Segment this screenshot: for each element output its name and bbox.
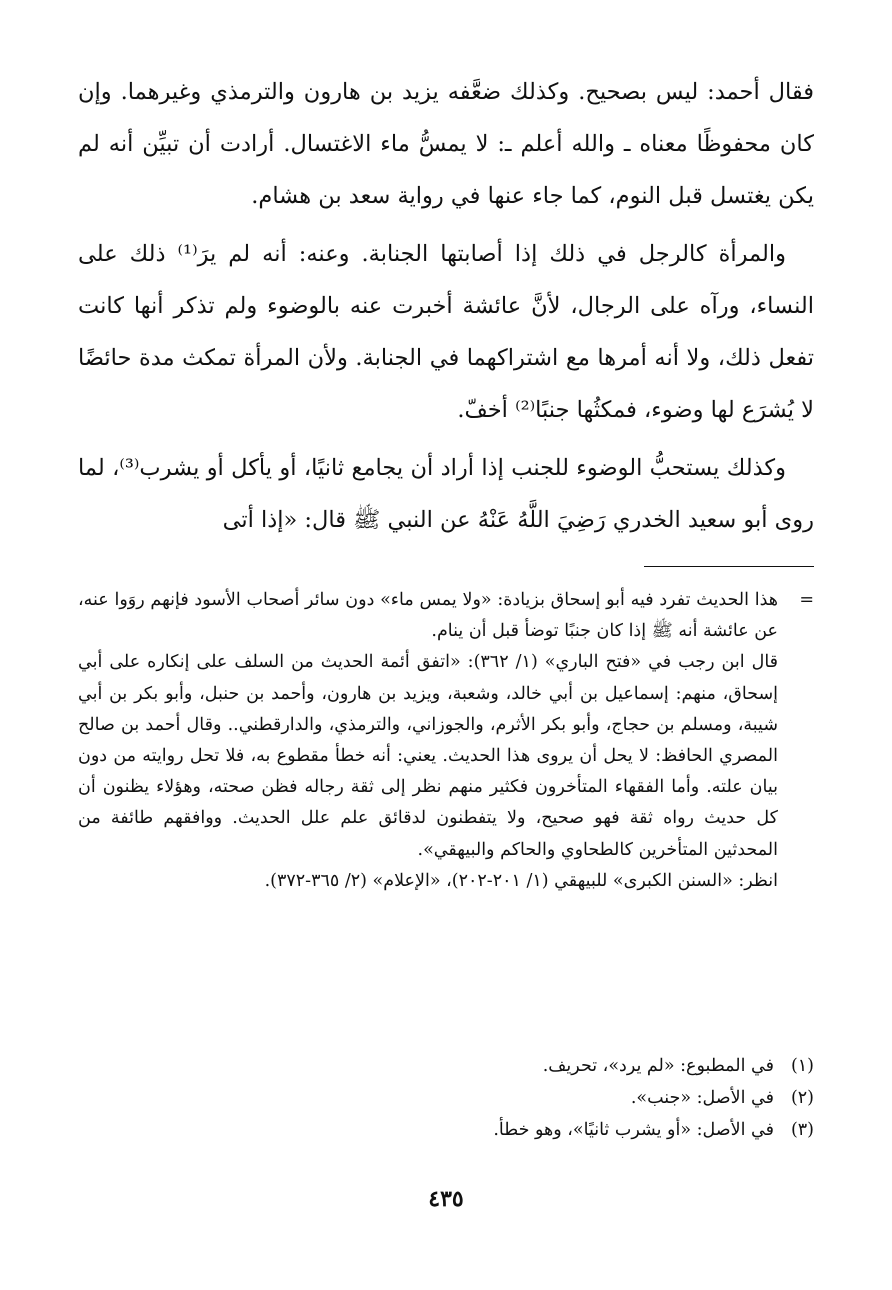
footnote-text: في المطبوع: «لم يرد»، تحريف. [542, 1056, 774, 1076]
footnotes-list [78, 1050, 814, 1146]
continuation-mark: = [799, 590, 814, 610]
footnote-paragraph: انظر: «السنن الكبرى» للبيهقي (١/ ٢٠١-٢٠٢)، «الإعلام» (٢/ ٣٦٥-٣٧٢). [264, 870, 778, 891]
continued-footnote [78, 585, 814, 897]
footnote-item [78, 1082, 814, 1114]
footnote-separator [644, 566, 814, 567]
body-paragraph: فقال أحمد: ليس بصحيح. وكذلك ضعَّفه يزيد بن هارون والترمذي وغيرهما. وإن كان محفوظًا معناه ـ والله أعلم ـ: لا يمسُّ ماء الاغتسال. أرادت أن تبيِّن أنه لم يكن يغتسل قبل النوم، كما جاء عنها في رواية سعد بن هشام. [78, 79, 814, 209]
footnote-number: (٢) [790, 1088, 814, 1108]
footnote-item [78, 1114, 814, 1146]
footnote-paragraph: هذا الحديث تفرد فيه أبو إسحاق بزيادة: «ولا يمس ماء» دون سائر أصحاب الأسود فإنهم روَوا عنه، عن عائشة أنه ﷺ إذا كان جنبًا توضأ قبل أن ينام. [78, 590, 778, 642]
body-paragraph: والمرأة كالرجل في ذلك إذا أصابتها الجنابة. وعنه: أنه لم يرَ⁽¹⁾ ذلك على النساء، ورآه على الرجال، لأنَّ عائشة أخبرت عنه بالوضوء ولم تذكر أنها كانت تفعل ذلك، ولا أنه أمرها مع اشتراكهما في الجنابة. ولأن المرأة تمكث مدة حائضًا لا يُشرَع لها وضوء، فمكثُها جنبًا⁽²⁾ أخفّ. [78, 241, 814, 423]
body-paragraph: وكذلك يستحبُّ الوضوء للجنب إذا أراد أن يجامع ثانيًا، أو يأكل أو يشرب⁽³⁾، لما روى أبو سعيد الخدري رَضِيَ اللَّهُ عَنْهُ عن النبي ﷺ قال: «إذا أتى [78, 455, 814, 533]
footnote-item [78, 1050, 814, 1082]
footnote-text: في الأصل: «جنب». [630, 1088, 774, 1108]
footnote-paragraph: قال ابن رجب في «فتح الباري» (١/ ٣٦٢): «اتفق أئمة الحديث من السلف على إنكاره على أبي إسحاق، منهم: إسماعيل بن أبي خالد، وشعبة، ويزيد بن هارون، وأحمد بن حنبل، وأبو بكر بن أبي شيبة، ومسلم بن حجاج، وأبو بكر الأثرم، والجوزاني، والترمذي، والدارقطني.. وقال أحمد بن صالح المصري الحافظ: لا يحل أن يروى هذا الحديث. يعني: أنه خطأ مقطوع به، فلا تحل روايته من دون بيان علته. وأما الفقهاء المتأخرون فكثير منهم نظر إلى ثقة رجاله فظن صحته، وهؤلاء يظنون أن كل حديث رواه ثقة فهو صحيح، ولا يتفطنون لدقائق علم علل الحديث. ووافقهم طائفة من المحدثين المتأخرين كالطحاوي والحاكم والبيهقي». [78, 652, 779, 860]
main-text [78, 66, 814, 552]
footnote-number: (١) [790, 1056, 814, 1076]
page-number: ٤٣٥ [428, 1186, 464, 1212]
continued-footnote-body [78, 585, 814, 897]
footnote-text: في الأصل: «أو يشرب ثانيًا»، وهو خطأ. [493, 1120, 774, 1140]
footnote-number: (٣) [790, 1120, 814, 1140]
